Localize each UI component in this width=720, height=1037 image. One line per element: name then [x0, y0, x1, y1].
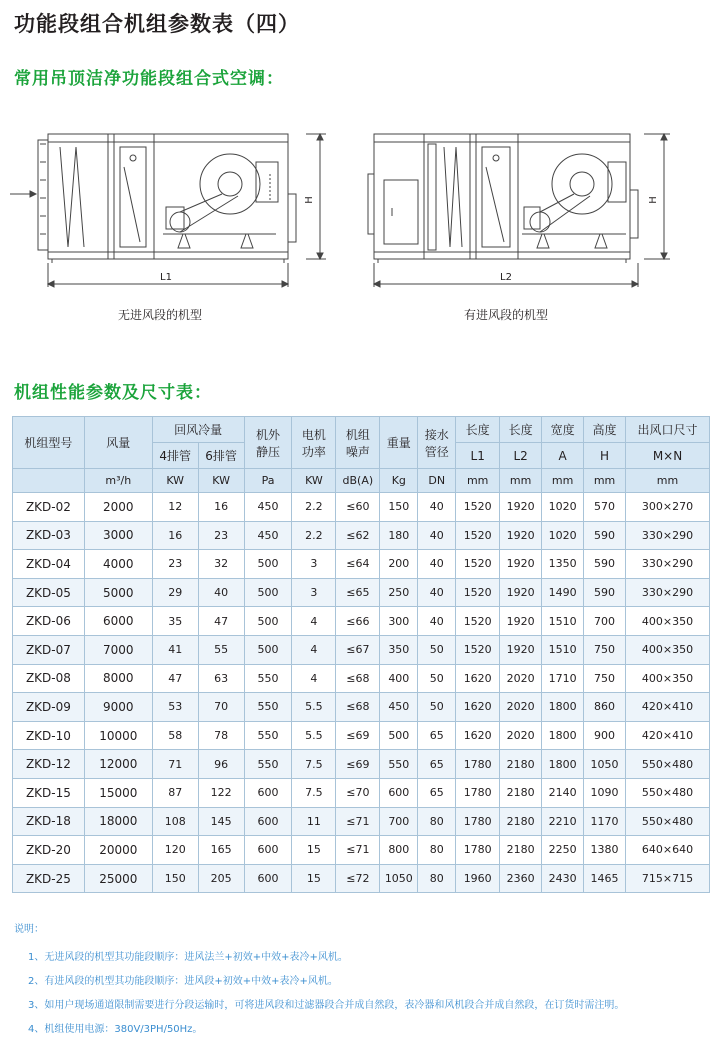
cell-cool6: 32 — [198, 550, 244, 579]
cell-model: ZKD-08 — [13, 664, 85, 693]
cell-pressure: 450 — [244, 521, 292, 550]
header-motor: 电机 功率 — [292, 417, 336, 469]
cell-model: ZKD-25 — [13, 864, 85, 893]
cell-cool4: 23 — [152, 550, 198, 579]
cell-outlet: 550×480 — [626, 807, 710, 836]
cell-pressure: 500 — [244, 607, 292, 636]
cell-cool4: 47 — [152, 664, 198, 693]
cell-motor: 4 — [292, 664, 336, 693]
cell-air: 7000 — [84, 635, 152, 664]
cell-height: 590 — [584, 578, 626, 607]
cell-pipe: 80 — [418, 836, 456, 865]
cell-height: 1170 — [584, 807, 626, 836]
cell-cool4: 120 — [152, 836, 198, 865]
cell-l2: 1920 — [500, 550, 542, 579]
unit-diagram-with-intake — [354, 122, 674, 292]
header-cooling-4: 4排管 — [152, 443, 198, 469]
cell-outlet: 330×290 — [626, 521, 710, 550]
cell-motor: 7.5 — [292, 778, 336, 807]
cell-cool6: 70 — [198, 693, 244, 722]
table-row — [13, 750, 710, 779]
cell-outlet: 420×410 — [626, 721, 710, 750]
cell-pipe: 65 — [418, 750, 456, 779]
cell-l1: 1520 — [456, 578, 500, 607]
note-item: 2、有进风段的机型其功能段顺序：进风段+初效+中效+表冷+风机。 — [28, 976, 338, 987]
cell-air: 20000 — [84, 836, 152, 865]
cell-l1: 1520 — [456, 635, 500, 664]
cell-pipe: 40 — [418, 607, 456, 636]
cell-air: 5000 — [84, 578, 152, 607]
cell-pressure: 600 — [244, 836, 292, 865]
cell-noise: ≤68 — [336, 693, 380, 722]
cell-model: ZKD-05 — [13, 578, 85, 607]
cell-height: 1465 — [584, 864, 626, 893]
cell-pipe: 80 — [418, 864, 456, 893]
cell-height: 700 — [584, 607, 626, 636]
cell-motor: 5.5 — [292, 721, 336, 750]
cell-l1: 1780 — [456, 807, 500, 836]
cell-noise: ≤65 — [336, 578, 380, 607]
cell-model: ZKD-07 — [13, 635, 85, 664]
cell-height: 1090 — [584, 778, 626, 807]
unit-pipe: DN — [418, 469, 456, 493]
diagram-length-label: L2 — [500, 272, 512, 283]
cell-noise: ≤66 — [336, 607, 380, 636]
cell-width: 1800 — [542, 721, 584, 750]
header-width-sym: A — [542, 443, 584, 469]
cell-weight: 180 — [380, 521, 418, 550]
section-title-params: 机组性能参数及尺寸表： — [14, 383, 212, 403]
cell-l1: 1520 — [456, 550, 500, 579]
cell-l1: 1780 — [456, 778, 500, 807]
unit-l2: mm — [500, 469, 542, 493]
cell-air: 6000 — [84, 607, 152, 636]
cell-pressure: 450 — [244, 493, 292, 522]
table-row — [13, 807, 710, 836]
cell-l1: 1620 — [456, 721, 500, 750]
table-row — [13, 635, 710, 664]
cell-motor: 5.5 — [292, 693, 336, 722]
unit-motor: KW — [292, 469, 336, 493]
cell-l1: 1520 — [456, 607, 500, 636]
unit-cool4: KW — [152, 469, 198, 493]
header-outlet: 出风口尺寸 — [626, 417, 710, 443]
cell-noise: ≤67 — [336, 635, 380, 664]
cell-height: 590 — [584, 521, 626, 550]
unit-width: mm — [542, 469, 584, 493]
cell-cool6: 96 — [198, 750, 244, 779]
cell-model: ZKD-20 — [13, 836, 85, 865]
cell-height: 1380 — [584, 836, 626, 865]
cell-pressure: 550 — [244, 664, 292, 693]
cell-pipe: 40 — [418, 521, 456, 550]
cell-outlet: 300×270 — [626, 493, 710, 522]
cell-model: ZKD-03 — [13, 521, 85, 550]
cell-outlet: 330×290 — [626, 550, 710, 579]
cell-l1: 1520 — [456, 521, 500, 550]
diagram-length-label: L1 — [160, 272, 172, 283]
cell-l2: 2020 — [500, 664, 542, 693]
diagram-height-label: H — [304, 196, 315, 204]
units-row — [13, 469, 710, 493]
cell-l1: 1620 — [456, 664, 500, 693]
section-title-unit-type: 常用吊顶洁净功能段组合式空调： — [14, 69, 284, 89]
cell-width: 1510 — [542, 607, 584, 636]
cell-width: 2250 — [542, 836, 584, 865]
cell-l2: 2180 — [500, 836, 542, 865]
cell-l2: 1920 — [500, 635, 542, 664]
cell-cool4: 35 — [152, 607, 198, 636]
cell-outlet: 640×640 — [626, 836, 710, 865]
cell-l2: 2360 — [500, 864, 542, 893]
diagram-caption-no-intake: 无进风段的机型 — [118, 308, 203, 322]
cell-noise: ≤71 — [336, 807, 380, 836]
cell-pipe: 65 — [418, 721, 456, 750]
header-l2: 长度 — [500, 417, 542, 443]
cell-l2: 1920 — [500, 578, 542, 607]
cell-cool6: 40 — [198, 578, 244, 607]
cell-pressure: 500 — [244, 635, 292, 664]
cell-pressure: 550 — [244, 693, 292, 722]
cell-pressure: 550 — [244, 750, 292, 779]
cell-cool4: 41 — [152, 635, 198, 664]
cell-cool4: 108 — [152, 807, 198, 836]
unit-outlet: mm — [626, 469, 710, 493]
cell-l1: 1780 — [456, 750, 500, 779]
cell-pipe: 40 — [418, 550, 456, 579]
cell-motor: 4 — [292, 635, 336, 664]
cell-model: ZKD-04 — [13, 550, 85, 579]
cell-weight: 500 — [380, 721, 418, 750]
cell-motor: 15 — [292, 864, 336, 893]
unit-model — [13, 469, 85, 493]
cell-weight: 350 — [380, 635, 418, 664]
cell-cool4: 71 — [152, 750, 198, 779]
header-pressure: 机外 静压 — [244, 417, 292, 469]
cell-weight: 150 — [380, 493, 418, 522]
cell-l1: 1620 — [456, 693, 500, 722]
cell-motor: 3 — [292, 550, 336, 579]
cell-cool6: 78 — [198, 721, 244, 750]
cell-outlet: 420×410 — [626, 693, 710, 722]
cell-l1: 1520 — [456, 493, 500, 522]
note-item: 1、无进风段的机型其功能段顺序：进风法兰+初效+中效+表冷+风机。 — [28, 952, 348, 963]
parameter-table — [12, 416, 710, 893]
table-row — [13, 721, 710, 750]
cell-model: ZKD-06 — [13, 607, 85, 636]
cell-air: 2000 — [84, 493, 152, 522]
table-row — [13, 578, 710, 607]
cell-height: 750 — [584, 635, 626, 664]
unit-noise: dB(A) — [336, 469, 380, 493]
cell-width: 1510 — [542, 635, 584, 664]
cell-pipe: 40 — [418, 578, 456, 607]
cell-pipe: 50 — [418, 693, 456, 722]
cell-air: 15000 — [84, 778, 152, 807]
header-weight: 重量 — [380, 417, 418, 469]
cell-cool4: 29 — [152, 578, 198, 607]
cell-width: 2210 — [542, 807, 584, 836]
cell-motor: 2.2 — [292, 493, 336, 522]
cell-cool4: 12 — [152, 493, 198, 522]
header-cooling-6: 6排管 — [198, 443, 244, 469]
cell-weight: 450 — [380, 693, 418, 722]
cell-width: 2430 — [542, 864, 584, 893]
unit-weight: Kg — [380, 469, 418, 493]
cell-air: 3000 — [84, 521, 152, 550]
cell-cool6: 47 — [198, 607, 244, 636]
cell-weight: 300 — [380, 607, 418, 636]
cell-pressure: 500 — [244, 550, 292, 579]
cell-model: ZKD-10 — [13, 721, 85, 750]
table-row — [13, 607, 710, 636]
cell-width: 1710 — [542, 664, 584, 693]
cell-cool4: 58 — [152, 721, 198, 750]
cell-motor: 7.5 — [292, 750, 336, 779]
cell-l2: 1920 — [500, 521, 542, 550]
cell-model: ZKD-15 — [13, 778, 85, 807]
cell-pipe: 50 — [418, 664, 456, 693]
cell-air: 8000 — [84, 664, 152, 693]
cell-weight: 400 — [380, 664, 418, 693]
cell-l2: 2180 — [500, 807, 542, 836]
cell-outlet: 550×480 — [626, 750, 710, 779]
table-row — [13, 550, 710, 579]
cell-outlet: 400×350 — [626, 664, 710, 693]
cell-air: 18000 — [84, 807, 152, 836]
cell-height: 570 — [584, 493, 626, 522]
cell-weight: 200 — [380, 550, 418, 579]
header-model: 机组型号 — [13, 417, 85, 469]
cell-cool4: 53 — [152, 693, 198, 722]
cell-air: 9000 — [84, 693, 152, 722]
header-height-sym: H — [584, 443, 626, 469]
note-item: 4、机组使用电源：380V/3PH/50Hz。 — [28, 1024, 203, 1035]
cell-weight: 1050 — [380, 864, 418, 893]
cell-motor: 15 — [292, 836, 336, 865]
cell-pressure: 550 — [244, 721, 292, 750]
cell-height: 860 — [584, 693, 626, 722]
cell-pressure: 600 — [244, 864, 292, 893]
table-row — [13, 864, 710, 893]
cell-pipe: 80 — [418, 807, 456, 836]
cell-cool6: 23 — [198, 521, 244, 550]
cell-width: 1490 — [542, 578, 584, 607]
cell-outlet: 715×715 — [626, 864, 710, 893]
header-cooling: 回风冷量 — [152, 417, 244, 443]
cell-noise: ≤68 — [336, 664, 380, 693]
header-air: 风量 — [84, 417, 152, 469]
cell-height: 750 — [584, 664, 626, 693]
cell-model: ZKD-18 — [13, 807, 85, 836]
cell-noise: ≤70 — [336, 778, 380, 807]
cell-height: 1050 — [584, 750, 626, 779]
cell-air: 10000 — [84, 721, 152, 750]
cell-outlet: 550×480 — [626, 778, 710, 807]
cell-cool6: 55 — [198, 635, 244, 664]
table-row — [13, 521, 710, 550]
cell-cool6: 205 — [198, 864, 244, 893]
unit-height: mm — [584, 469, 626, 493]
table-row — [13, 778, 710, 807]
cell-l1: 1960 — [456, 864, 500, 893]
cell-weight: 800 — [380, 836, 418, 865]
note-item: 3、如用户现场通道限制需要进行分段运输时，可将进风段和过滤器段合并成自然段，表冷器和风机段合并成自然段，在订货时需注明。 — [28, 1000, 625, 1011]
header-l2-sym: L2 — [500, 443, 542, 469]
unit-pressure: Pa — [244, 469, 292, 493]
cell-width: 1800 — [542, 750, 584, 779]
cell-pipe: 40 — [418, 493, 456, 522]
unit-cool6: KW — [198, 469, 244, 493]
cell-noise: ≤69 — [336, 721, 380, 750]
header-width: 宽度 — [542, 417, 584, 443]
cell-outlet: 400×350 — [626, 635, 710, 664]
diagram-height-label: H — [648, 196, 659, 204]
cell-outlet: 400×350 — [626, 607, 710, 636]
cell-cool6: 16 — [198, 493, 244, 522]
cell-pressure: 500 — [244, 578, 292, 607]
cell-weight: 600 — [380, 778, 418, 807]
cell-noise: ≤71 — [336, 836, 380, 865]
cell-motor: 11 — [292, 807, 336, 836]
cell-cool4: 150 — [152, 864, 198, 893]
cell-width: 1020 — [542, 521, 584, 550]
cell-l2: 1920 — [500, 607, 542, 636]
cell-l2: 1920 — [500, 493, 542, 522]
header-noise: 机组 噪声 — [336, 417, 380, 469]
cell-l2: 2180 — [500, 778, 542, 807]
cell-motor: 3 — [292, 578, 336, 607]
cell-noise: ≤69 — [336, 750, 380, 779]
cell-noise: ≤60 — [336, 493, 380, 522]
cell-width: 1350 — [542, 550, 584, 579]
cell-motor: 4 — [292, 607, 336, 636]
cell-cool6: 165 — [198, 836, 244, 865]
cell-l2: 2020 — [500, 693, 542, 722]
cell-noise: ≤72 — [336, 864, 380, 893]
notes — [14, 920, 624, 1037]
table-row — [13, 693, 710, 722]
cell-height: 900 — [584, 721, 626, 750]
cell-model: ZKD-12 — [13, 750, 85, 779]
cell-pressure: 600 — [244, 807, 292, 836]
unit-l1: mm — [456, 469, 500, 493]
cell-cool6: 145 — [198, 807, 244, 836]
cell-l1: 1780 — [456, 836, 500, 865]
header-outlet-sym: M×N — [626, 443, 710, 469]
table-row — [13, 493, 710, 522]
cell-cool4: 16 — [152, 521, 198, 550]
cell-weight: 700 — [380, 807, 418, 836]
cell-height: 590 — [584, 550, 626, 579]
cell-l2: 2180 — [500, 750, 542, 779]
diagram-caption-with-intake: 有进风段的机型 — [464, 308, 549, 322]
cell-noise: ≤62 — [336, 521, 380, 550]
header-height: 高度 — [584, 417, 626, 443]
header-pipe: 接水 管径 — [418, 417, 456, 469]
header-l1: 长度 — [456, 417, 500, 443]
page-title: 功能段组合机组参数表（四） — [14, 12, 300, 36]
cell-l2: 2020 — [500, 721, 542, 750]
cell-air: 12000 — [84, 750, 152, 779]
cell-width: 1800 — [542, 693, 584, 722]
cell-weight: 550 — [380, 750, 418, 779]
cell-motor: 2.2 — [292, 521, 336, 550]
cell-cool6: 63 — [198, 664, 244, 693]
cell-pipe: 50 — [418, 635, 456, 664]
cell-cool4: 87 — [152, 778, 198, 807]
cell-width: 1020 — [542, 493, 584, 522]
unit-diagram-no-intake — [8, 122, 328, 292]
cell-width: 2140 — [542, 778, 584, 807]
cell-cool6: 122 — [198, 778, 244, 807]
cell-pipe: 65 — [418, 778, 456, 807]
cell-air: 4000 — [84, 550, 152, 579]
cell-noise: ≤64 — [336, 550, 380, 579]
cell-pressure: 600 — [244, 778, 292, 807]
table-row — [13, 836, 710, 865]
cell-model: ZKD-09 — [13, 693, 85, 722]
header-l1-sym: L1 — [456, 443, 500, 469]
cell-outlet: 330×290 — [626, 578, 710, 607]
cell-weight: 250 — [380, 578, 418, 607]
unit-air: m³/h — [84, 469, 152, 493]
cell-model: ZKD-02 — [13, 493, 85, 522]
notes-title: 说明： — [14, 924, 44, 935]
table-row — [13, 664, 710, 693]
cell-air: 25000 — [84, 864, 152, 893]
